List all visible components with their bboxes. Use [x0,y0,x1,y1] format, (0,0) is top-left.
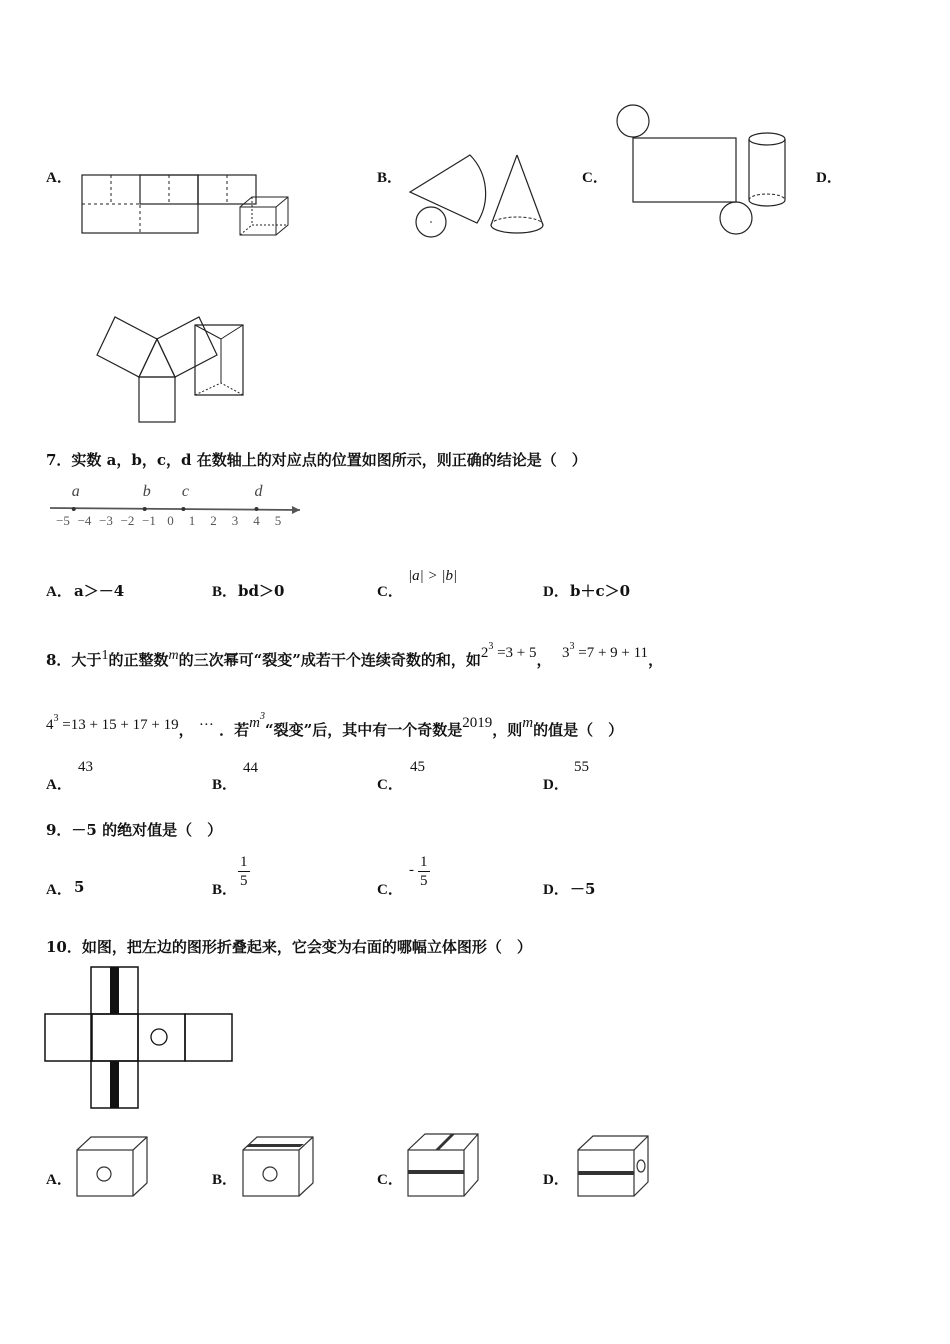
q10-option-b-label[interactable]: B． [212,1172,238,1188]
q6-option-a-label[interactable]: A． [46,170,72,186]
q10-option-c-cube [407,1133,487,1198]
q8-option-b-label[interactable]: B． [212,777,238,793]
q7-axis-point [181,507,185,511]
q7-option-d-text: b＋c＞0 [570,582,631,600]
q7-axis-tick-label: −4 [77,513,92,528]
q7-option-b-label[interactable]: B． [212,584,238,600]
q8-stem-line2: $4^3 =13 + 15 + 17 + 19$， ··· ．若$m^3“$裂变”后，其中有一个奇数是2019，则m的值是（ ） [46,711,624,739]
q8-option-a-label[interactable]: A． [46,777,72,793]
q7-axis-tick-label: 5 [274,513,282,528]
q9-stem: 9．－5 的绝对值是（ ） [46,821,223,839]
q7-axis-letter: c [181,483,189,500]
q10-option-a-label[interactable]: A． [46,1172,72,1188]
q9-option-c-label[interactable]: C． [377,882,403,898]
q7-option-b-text: bd＞0 [238,582,285,600]
q7-option-d-label[interactable]: D． [543,584,569,600]
q7-axis-point [255,507,259,511]
q7-axis-tick-label: 1 [188,513,196,528]
q8-stem-line1: 8．大于1的正整数m的三次幂可“裂变”成若干个连续奇数的和，如$2^3 =3 + 5$， $3^3 =7 + 9 + 11$， [46,641,664,669]
q6-option-c-label[interactable]: C． [582,170,608,186]
q9-option-b-fraction: $\frac{1}{5}$ [240,854,248,889]
q8-option-b-text: 44 [243,760,258,776]
q7-axis-letter: b [142,483,151,500]
q6-option-b-figure [405,150,555,240]
q10-option-d-label[interactable]: D． [543,1172,569,1188]
q9-option-a-label[interactable]: A． [46,882,72,898]
q9-option-d-label[interactable]: D． [543,882,569,898]
q7-axis-letter: a [71,483,80,500]
q7-number-line [45,480,310,535]
q10-net-figure [44,966,239,1111]
q6-option-d-label[interactable]: D． [816,170,842,186]
q7-axis-point [72,507,76,511]
q9-option-b-label[interactable]: B． [212,882,238,898]
q8-option-d-text: 55 [574,759,589,775]
q7-stem: 7．实数 a，b，c，d 在数轴上的对应点的位置如图所示，则正确的结论是（ ） [46,451,587,469]
q9-option-a-text: 5 [74,878,85,896]
q7-axis-tick-label: 0 [167,513,174,528]
q7-option-c-text: |a| > |b| [408,568,458,584]
q8-option-c-label[interactable]: C． [377,777,403,793]
q7-axis-tick-label: −5 [56,513,70,528]
q8-option-d-label[interactable]: D． [543,777,569,793]
q7-option-a-label[interactable]: A． [46,584,72,600]
q7-axis-tick-label: 2 [210,513,217,528]
q10-option-b-cube [242,1136,322,1198]
q8-option-a-text: 43 [78,759,93,775]
q6-option-c-figure [615,103,795,238]
q8-option-c-text: 45 [410,759,425,775]
q10-option-a-cube [76,1136,156,1198]
q7-option-a-text: a＞－4 [74,582,125,600]
q7-axis-letter: d [254,483,263,500]
q7-axis-tick-label: 3 [231,513,239,528]
q6-option-d-figure [45,315,255,425]
q10-stem: 10．如图，把左边的图形折叠起来，它会变为右面的哪幅立体图形（ ） [46,938,532,956]
q7-axis-point [143,507,147,511]
q9-option-d-text: －5 [570,880,596,898]
q7-axis-tick-label: 4 [253,513,260,528]
q7-axis-tick-label: −3 [99,513,113,528]
q10-option-c-label[interactable]: C． [377,1172,403,1188]
q7-axis-tick-label: −2 [120,513,135,528]
q7-option-c-label[interactable]: C． [377,584,403,600]
q6-option-b-label[interactable]: B． [377,170,403,186]
q9-option-c-sign: - [409,862,414,878]
q9-option-c-fraction: $\frac{1}{5}$ [420,854,428,889]
q10-option-d-cube [577,1135,657,1198]
q7-axis-points [56,483,281,528]
q7-axis-tick-label: −1 [142,513,156,528]
q6-option-a-figure [80,175,300,240]
